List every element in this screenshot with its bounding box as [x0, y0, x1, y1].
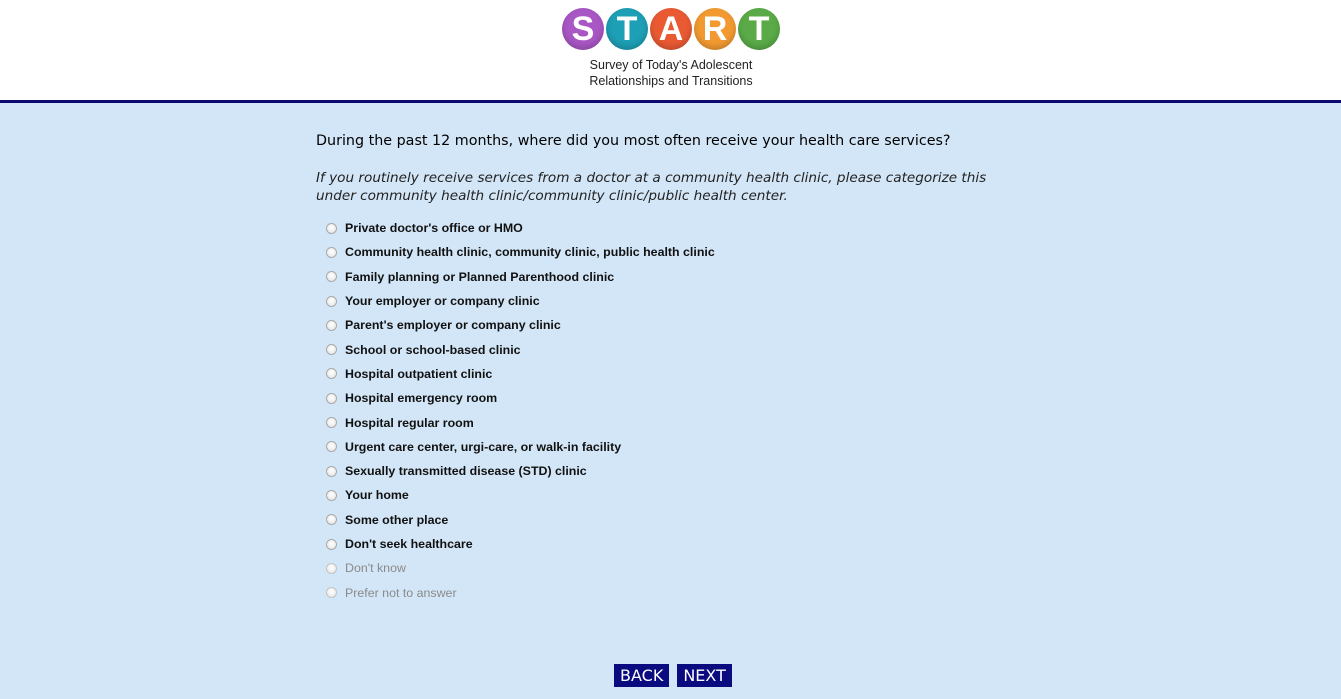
answer-option-label: Sexually transmitted disease (STD) clinic — [345, 464, 587, 479]
radio-button[interactable] — [326, 490, 337, 501]
logo-letter-s: S — [562, 8, 604, 50]
start-logo — [562, 8, 780, 90]
answer-option[interactable] — [324, 313, 715, 337]
answer-option-label: Family planning or Planned Parenthood clinic — [345, 269, 615, 284]
radio-button[interactable] — [326, 563, 337, 574]
answer-option-label: Hospital regular room — [345, 415, 474, 430]
answer-option[interactable] — [324, 337, 715, 361]
answer-option-label: Community health clinic, community clinic, public health clinic — [345, 245, 715, 260]
logo-letters — [562, 8, 780, 52]
answer-option[interactable] — [324, 240, 715, 264]
answer-option-label: Urgent care center, urgi-care, or walk-in facility — [345, 439, 622, 454]
answer-option-label: Parent's employer or company clinic — [345, 318, 561, 333]
radio-button[interactable] — [326, 368, 337, 379]
answer-option[interactable] — [324, 532, 715, 556]
logo-subtitle — [562, 57, 780, 89]
radio-button[interactable] — [326, 587, 337, 598]
question-text: During the past 12 months, where did you most often receive your health care services? — [316, 133, 951, 149]
logo-subtitle-line2: Relationships and Transitions — [589, 74, 753, 88]
logo-subtitle-line1: Survey of Today's Adolescent — [589, 58, 753, 72]
radio-button[interactable] — [326, 393, 337, 404]
answer-option-label: Hospital outpatient clinic — [345, 366, 493, 381]
answer-option[interactable] — [324, 386, 715, 410]
question-instruction: If you routinely receive services from a doctor at a community health clinic, please categorize this under community health clinic/community clinic/public health center. — [316, 170, 987, 204]
next-button[interactable]: NEXT — [677, 664, 732, 687]
answer-option-label: Some other place — [345, 512, 449, 527]
answer-option-label: Private doctor's office or HMO — [345, 221, 523, 236]
radio-button[interactable] — [326, 344, 337, 355]
answer-option-label: Your employer or company clinic — [345, 294, 540, 309]
radio-button[interactable] — [326, 514, 337, 525]
answer-option-label: Your home — [345, 488, 409, 503]
answer-option[interactable] — [324, 289, 715, 313]
question-block — [316, 131, 1006, 205]
answer-option-label: Hospital emergency room — [345, 391, 498, 406]
answer-option[interactable] — [324, 483, 715, 507]
radio-button[interactable] — [326, 296, 337, 307]
answer-option[interactable] — [324, 435, 715, 459]
answer-option[interactable] — [324, 459, 715, 483]
answer-option[interactable] — [324, 216, 715, 240]
answer-option[interactable] — [324, 556, 715, 580]
logo-letter-t2: T — [738, 8, 780, 50]
radio-button[interactable] — [326, 441, 337, 452]
answer-options — [324, 216, 715, 605]
logo-letter-a: A — [650, 8, 692, 50]
radio-button[interactable] — [326, 539, 337, 550]
answer-option[interactable] — [324, 362, 715, 386]
radio-button[interactable] — [326, 466, 337, 477]
answer-option[interactable] — [324, 410, 715, 434]
back-button[interactable]: BACK — [614, 664, 669, 687]
header — [0, 0, 1341, 103]
radio-button[interactable] — [326, 271, 337, 282]
navigation — [614, 664, 732, 687]
answer-option-label: School or school-based clinic — [345, 342, 521, 357]
radio-button[interactable] — [326, 320, 337, 331]
logo-letter-r: R — [694, 8, 736, 50]
answer-option[interactable] — [324, 508, 715, 532]
answer-option-label: Prefer not to answer — [345, 585, 457, 600]
answer-option[interactable] — [324, 265, 715, 289]
radio-button[interactable] — [326, 247, 337, 258]
answer-option-label: Don't seek healthcare — [345, 537, 473, 551]
logo-letter-t: T — [606, 8, 648, 50]
radio-button[interactable] — [326, 223, 337, 234]
answer-option-label: Don't know — [345, 561, 406, 576]
radio-button[interactable] — [326, 417, 337, 428]
answer-option[interactable] — [324, 580, 715, 604]
